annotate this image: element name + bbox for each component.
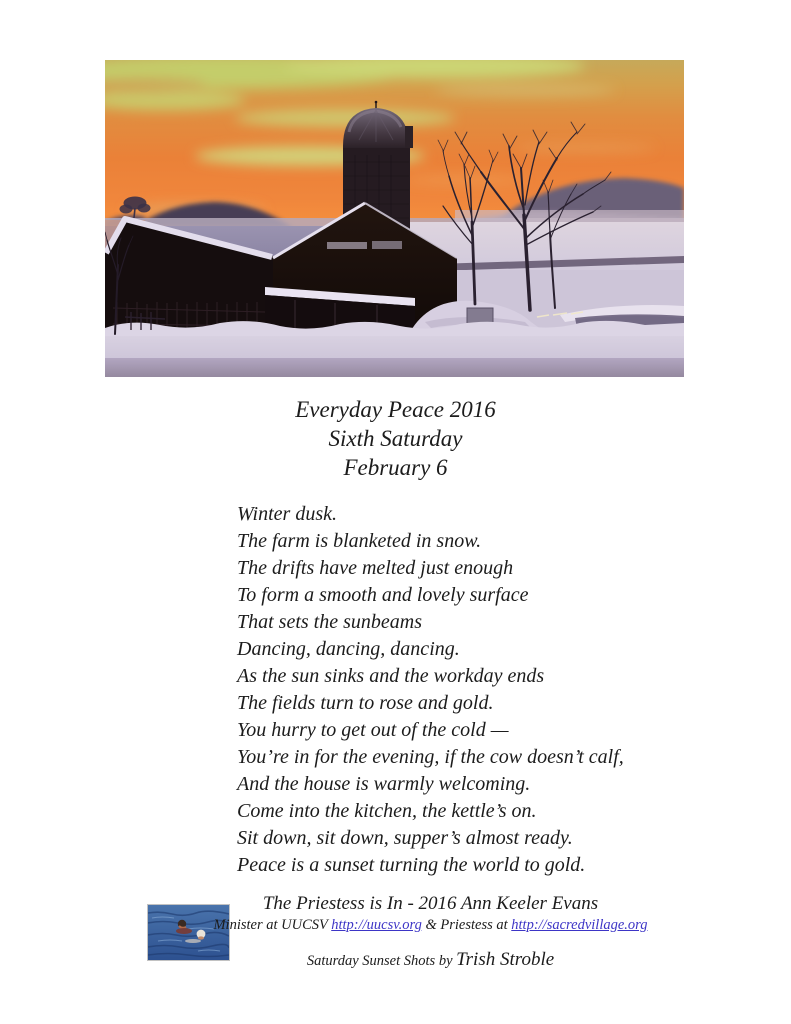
title-line: Everyday Peace 2016 xyxy=(295,397,496,422)
middle-text: & Priestess at xyxy=(421,917,512,933)
poem-line: You hurry to get out of the cold — xyxy=(237,719,509,741)
farm-sunset-illustration xyxy=(105,60,684,377)
poem-line: As the sun sinks and the workday ends xyxy=(237,665,545,687)
poem-line: The farm is blanketed in snow. xyxy=(237,530,482,552)
photo-credit xyxy=(70,949,791,971)
minister-prefix: Minister at UUCSV xyxy=(213,917,332,933)
foreground-snow xyxy=(105,321,684,377)
poem-line: Come into the kitchen, the kettle’s on. xyxy=(237,800,537,822)
credit-prefix: Saturday Sunset Shots by xyxy=(306,953,457,969)
sacredvillage-link[interactable]: http://sacredvillage.org xyxy=(511,917,648,933)
poem-line: Peace is a sunset turning the world to gold. xyxy=(237,854,586,876)
poem-line: And the house is warmly welcoming. xyxy=(237,773,531,795)
poem-line: To form a smooth and lovely surface xyxy=(237,584,529,606)
poem-line: Sit down, sit down, supper’s almost ready. xyxy=(237,827,573,849)
winter-farm-sunset-photo xyxy=(105,60,684,377)
poem-line: Dancing, dancing, dancing. xyxy=(237,638,460,660)
title-line: Sixth Saturday xyxy=(328,426,463,451)
uucsv-link[interactable]: http://uucsv.org xyxy=(331,917,422,933)
title-line: February 6 xyxy=(343,455,448,480)
minister-line xyxy=(70,917,791,934)
poem-line: The drifts have melted just enough xyxy=(237,557,514,579)
poem xyxy=(237,501,624,879)
credit-name: Trish Stroble xyxy=(456,949,555,970)
mist-right xyxy=(455,210,684,223)
poem-line: That sets the sunbeams xyxy=(237,611,422,633)
page-title xyxy=(0,395,791,482)
poem-line: The fields turn to rose and gold. xyxy=(237,692,494,714)
byline: The Priestess is In - 2016 Ann Keeler Evans xyxy=(262,893,599,914)
poem-line: You’re in for the evening, if the cow doesn’t calf, xyxy=(237,746,624,768)
poem-line: Winter dusk. xyxy=(237,503,337,525)
